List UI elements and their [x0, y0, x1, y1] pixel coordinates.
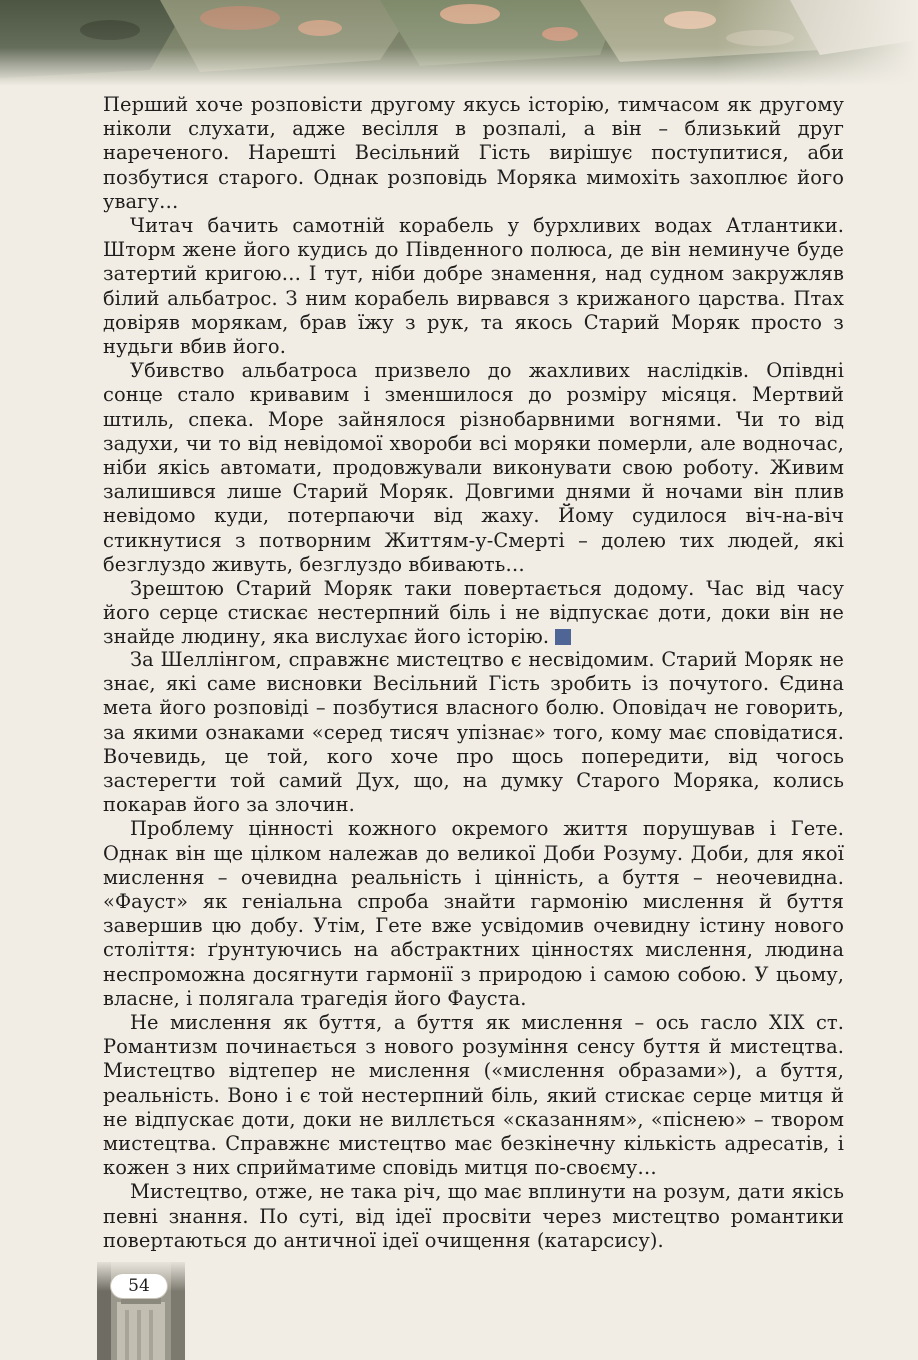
paragraph: Читач бачить самотній корабель у бурхливих водах Атлантики. Шторм жене його кудись до Південного полюса, де він неминуче буде затертий кригою… І тут, ніби добре знамення, над судном закружляв білий альбатрос. З ним корабель вирвався з крижаного царства. Птах довіряв морякам, брав їжу з рук, та якось Старий Моряк просто з нудьги вбив його.: [103, 214, 844, 359]
paragraph: Не мислення як буття, а буття як мислення – ось гасло XIX ст. Романтизм починається з нового розуміння сенсу буття й мистецтва. Мистецтво відтепер не мислення («мислення образами»), а буття, реальність. Воно і є той нестерпний біль, який стискає серце митця й не відпускає доти, доки не виллється «сказанням», «піснею» – твором мистецтва. Справжнє мистецтво має безкінечну кількість адресатів, і кожен з них сприйматиме сповідь митця по-своєму…: [103, 1011, 844, 1180]
paragraph: Перший хоче розповісти другому якусь історію, тимчасом як другому ніколи слухати, адже весілля в розпалі, а він – близький друг нареченого. Нарешті Весільний Гість вирішує поступитися, аби позбутися старого. Однак розповідь Моряка мимохіть захоплює його увагу…: [103, 93, 844, 213]
header-painting-fragment: [0, 0, 918, 86]
analysis-section: [103, 648, 844, 1253]
paragraph: Проблему цінності кожного окремого життя порушував і Гете. Однак він ще цілком належав до великої Доби Розуму. Доби, для якої мислення – очевидна реальність і цінність, а буття – неочевидна. «Фауст» як геніальна спроба знайти гармонію мислення й буття завершив цю добу. Утім, Гете вже усвідомив очевидну істину нового століття: ґрунтуючись на абстрактних цінностях мислення, людина неспроможна досягнути гармонії з природою і самою собою. У цьому, власне, і полягала трагедія його Фауста.: [103, 817, 844, 1010]
paragraph-with-end-mark: [103, 577, 844, 650]
page-number: 54: [111, 1274, 167, 1298]
paragraph: Мистецтво, отже, не така річ, що має вплинути на розум, дати якісь певні знання. По суті, від ідеї просвіти через мистецтво романтики повертаються до античної ідеї очищення (катарсису).: [103, 1180, 844, 1252]
paragraph-text: Зрештою Старий Моряк таки повертається додому. Час від часу його серце стискає нестерпний біль і не відпускає доти, доки він не знайде людину, яка вислухає його історію.: [103, 577, 844, 649]
story-summary-section: [103, 93, 844, 650]
paragraph: За Шеллінгом, справжнє мистецтво є несвідомим. Старий Моряк не знає, які саме висновки Весільний Гість зробить із почутого. Єдина мета його розповіді – позбутися власного болю. Оповідач не говорить, за якими ознаками «серед тисяч упізнає» того, кому має сповідатися. Вочевидь, це той, кого хоче про щось попередити, від чогось застерегти той самий Дух, що, на думку Старого Моряка, колись покарав його за злочин.: [103, 648, 844, 817]
end-square-icon: [555, 629, 571, 645]
paragraph: Убивство альбатроса призвело до жахливих наслідків. Опівдні сонце стало кривавим і зменшилося до розміру місяця. Мертвий штиль, спека. Море зайнялося різнобарвними вогнями. Чи то від задухи, чи то від невідомої хвороби всі моряки померли, але водночас, ніби якісь автомати, продовжували виконувати свою роботу. Живим залишився лише Старий Моряк. Довгими днями й ночами він плив невідомо куди, потерпаючи від жаху. Йому судилося віч-на-віч стикнутися з потворним Життям-у-Смерті – долею тих людей, які безглуздо живуть, безглуздо вбивають…: [103, 359, 844, 576]
